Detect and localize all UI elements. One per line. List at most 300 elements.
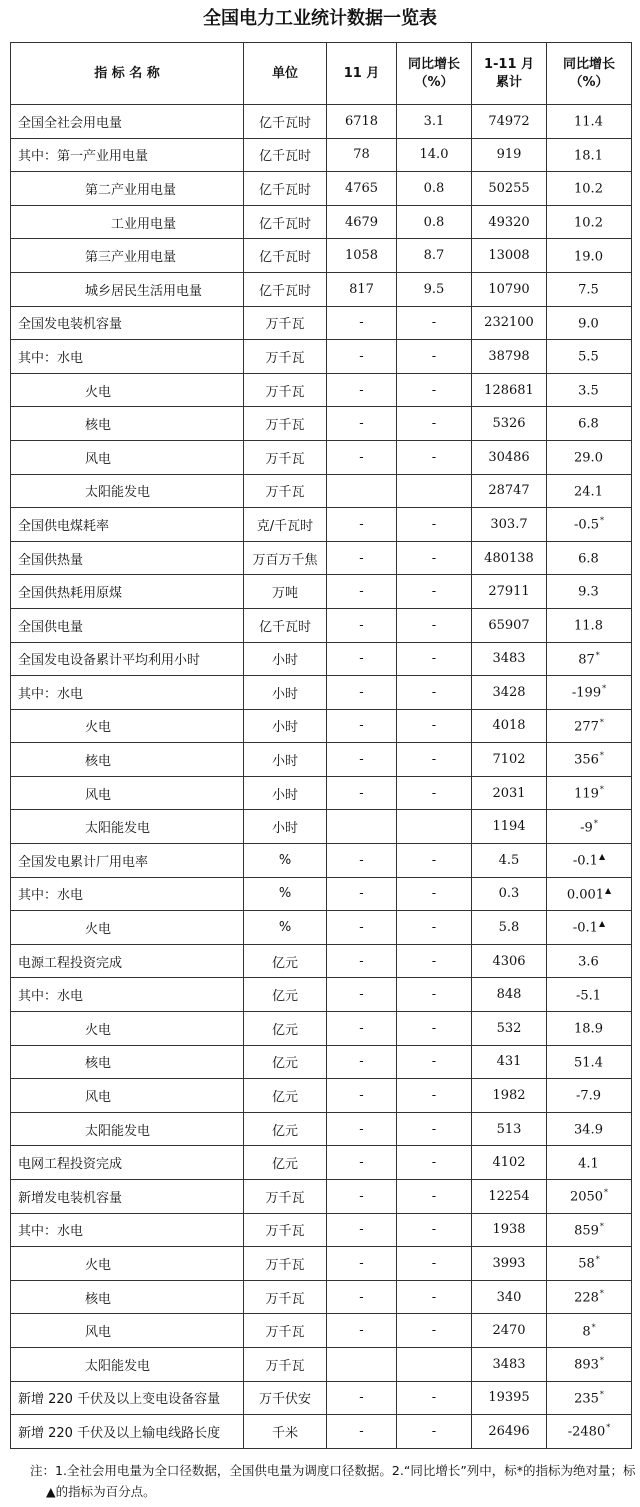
month-value-text: - [359,1390,364,1406]
month-value [327,1415,397,1449]
cumulative-yoy-value-text: -7.9 [575,1088,602,1104]
cumulative-value [472,306,547,340]
cumulative-value-text: 49320 [488,214,530,230]
month-yoy-value [397,944,472,978]
month-value [327,205,397,239]
indicator-name-text: 其中：水电 [18,989,84,1005]
table-row [11,172,632,206]
unit-cell [244,1280,327,1314]
month-value [327,138,397,172]
unit-cell-text: 万千瓦 [265,317,305,333]
indicator-name-text: 电网工程投资完成 [18,1157,123,1173]
month-value-text: - [359,1088,364,1104]
cumulative-yoy-value [547,1213,632,1247]
table-body [11,105,632,1449]
table-row [11,440,632,474]
unit-cell-text: 亿元 [271,1123,298,1139]
indicator-name [11,272,244,306]
month-value-text: - [359,1323,364,1339]
indicator-name-text: 新增 220 千伏及以上变电设备容量 [18,1392,221,1408]
cumulative-yoy-value [547,474,632,508]
cumulative-value-text: 919 [496,147,522,163]
cumulative-yoy-value-text: -9 [580,819,593,835]
indicator-name-text: 风电 [85,787,112,803]
month-yoy-value-text: - [431,1222,437,1238]
month-value [327,743,397,777]
indicator-name-text: 工业用电量 [111,216,177,232]
month-value [327,844,397,878]
month-value [327,642,397,676]
unit-cell [244,172,327,206]
indicator-name [11,407,244,441]
unit-cell [244,239,327,273]
unit-cell [244,205,327,239]
month-value [327,1381,397,1415]
cumulative-value-text: 128681 [484,382,534,398]
indicator-name-text: 全国全社会用电量 [18,115,123,131]
cumulative-yoy-value [547,1381,632,1415]
month-yoy-value [397,575,472,609]
table-row [11,272,632,306]
month-value-text: - [359,886,364,902]
cumulative-yoy-value-text: -199 [571,685,602,701]
indicator-name [11,776,244,810]
month-yoy-value [397,743,472,777]
unit-cell [244,1314,327,1348]
indicator-name [11,1347,244,1381]
indicator-name [11,575,244,609]
cumulative-value [472,1213,547,1247]
unit-cell-text: 亿千瓦时 [258,250,311,266]
footnote-marker: * [599,751,604,761]
cumulative-yoy-value [547,1045,632,1079]
header-cumulative-yoy-line2: （%） [569,74,609,90]
table-row [11,877,632,911]
month-value-text: - [359,1121,364,1137]
indicator-name-text: 第二产业用电量 [85,182,177,198]
cumulative-yoy-value [547,373,632,407]
indicator-name [11,676,244,710]
table-row [11,676,632,710]
cumulative-yoy-value [547,541,632,575]
month-value [327,105,397,139]
month-value-text: - [359,651,364,667]
unit-cell [244,1415,327,1449]
cumulative-yoy-value-text: 9.0 [578,316,599,332]
header-cumulative-yoy-line1: 同比增长 [562,56,615,72]
cumulative-value [472,743,547,777]
cumulative-yoy-value [547,306,632,340]
unit-cell [244,272,327,306]
indicator-name [11,340,244,374]
table-row [11,306,632,340]
indicator-name-text: 全国发电设备累计平均利用小时 [18,653,201,669]
unit-cell [244,642,327,676]
month-yoy-value-text: - [431,1255,437,1271]
unit-cell-text: % [278,852,292,868]
month-value [327,1045,397,1079]
cumulative-yoy-value-text: 6.8 [578,551,599,567]
month-value-text: - [359,382,364,398]
table-row [11,340,632,374]
cumulative-yoy-value-text: 51.4 [574,1055,603,1071]
table-row [11,508,632,542]
unit-cell-text: 亿千瓦时 [258,149,311,165]
cumulative-yoy-value [547,1012,632,1046]
cumulative-yoy-value [547,340,632,374]
month-value [327,1180,397,1214]
cumulative-value [472,1180,547,1214]
cumulative-value [472,1415,547,1449]
cumulative-value [472,575,547,609]
table-row [11,1045,632,1079]
table-row [11,844,632,878]
cumulative-value [472,1314,547,1348]
cumulative-value [472,608,547,642]
header-cumulative-line1: 1-11 月 [483,56,535,72]
cumulative-value-text: 65907 [488,617,530,633]
month-value-text: - [359,920,364,936]
cumulative-yoy-value [547,407,632,441]
cumulative-value [472,944,547,978]
unit-cell [244,1012,327,1046]
month-yoy-value-text: - [431,348,437,364]
month-yoy-value-text: - [431,987,437,1003]
header-month-yoy [397,43,472,105]
month-yoy-value [397,877,472,911]
month-value [327,272,397,306]
header-cumulative-line2: 累计 [495,74,522,90]
month-value [327,306,397,340]
footnote-marker: * [593,818,598,828]
month-value [327,1347,397,1381]
indicator-name-text: 全国供电量 [18,619,84,635]
unit-cell-text: 亿元 [271,1157,298,1173]
unit-cell [244,877,327,911]
month-value-text: - [359,1054,364,1070]
month-yoy-value-text: 8.7 [423,248,445,264]
cumulative-value-text: 2031 [492,785,526,801]
table-row [11,407,632,441]
cumulative-value [472,1079,547,1113]
unit-cell [244,1213,327,1247]
cumulative-value-text: 303.7 [490,516,528,532]
unit-cell [244,709,327,743]
month-yoy-value-text: - [431,1323,437,1339]
indicator-name [11,373,244,407]
month-yoy-value [397,1415,472,1449]
footnote-marker: ▲ [598,852,606,862]
month-yoy-value [397,978,472,1012]
cumulative-value-text: 431 [496,1054,522,1070]
cumulative-value [472,1381,547,1415]
unit-cell-text: 小时 [271,686,298,702]
unit-cell [244,474,327,508]
cumulative-value [472,709,547,743]
table-row [11,138,632,172]
month-yoy-value [397,105,472,139]
month-yoy-value [397,844,472,878]
cumulative-yoy-value-text: 0.001 [566,887,605,903]
cumulative-yoy-value-text: 3.6 [578,954,599,970]
month-value [327,1012,397,1046]
footnote-marker: * [602,684,607,694]
cumulative-value-text: 27911 [488,584,530,600]
unit-cell-text: 万千瓦 [265,1257,305,1273]
indicator-name [11,138,244,172]
unit-cell [244,911,327,945]
cumulative-yoy-value-text: 24.1 [574,483,603,499]
unit-cell-text: 小时 [271,754,298,770]
month-yoy-value [397,1347,472,1381]
table-row [11,1213,632,1247]
unit-cell-text: 亿千瓦时 [258,115,311,131]
cumulative-yoy-value [547,1280,632,1314]
month-yoy-value-text: - [431,1188,437,1204]
cumulative-value-text: 0.3 [498,886,520,902]
month-yoy-value-text: - [431,752,437,768]
cumulative-yoy-value [547,810,632,844]
month-yoy-value [397,306,472,340]
unit-cell [244,541,327,575]
month-value [327,1280,397,1314]
month-yoy-value [397,474,472,508]
cumulative-yoy-value-text: -0.1 [572,853,598,869]
cumulative-yoy-value [547,608,632,642]
month-yoy-value-text: - [431,382,437,398]
cumulative-value [472,1247,547,1281]
cumulative-yoy-value-text: 7.5 [578,282,599,298]
indicator-name-text: 电源工程投资完成 [18,955,123,971]
month-yoy-value-text: - [431,1121,437,1137]
month-value-text: - [359,550,364,566]
month-yoy-value [397,1247,472,1281]
cumulative-yoy-value-text: 11.4 [574,114,603,130]
table-row [11,1012,632,1046]
header-month-yoy-line2: （%） [414,74,454,90]
footnote-marker: ▲ [605,885,612,895]
indicator-name [11,306,244,340]
indicator-name [11,1079,244,1113]
indicator-name [11,1280,244,1314]
cumulative-value [472,776,547,810]
table-row [11,743,632,777]
cumulative-value-text: 232100 [484,315,534,331]
footnote-marker: * [604,1188,609,1198]
footnote-marker: * [595,1255,600,1265]
indicator-name [11,1012,244,1046]
cumulative-value-text: 13008 [488,248,530,264]
indicator-name-text: 其中：第一产业用电量 [18,149,149,165]
month-yoy-value [397,1213,472,1247]
table-row [11,1247,632,1281]
month-value [327,776,397,810]
unit-cell-text: 万千瓦 [265,1224,305,1240]
cumulative-value-text: 5.8 [498,920,520,936]
unit-cell [244,676,327,710]
footnote-marker: * [599,1356,604,1366]
cumulative-value-text: 12254 [488,1188,530,1204]
table-row [11,1381,632,1415]
cumulative-yoy-value [547,1247,632,1281]
table-row [11,205,632,239]
indicator-name-text: 火电 [85,1257,112,1273]
month-value [327,239,397,273]
cumulative-yoy-value [547,844,632,878]
unit-cell-text: 亿元 [271,1090,298,1106]
month-yoy-value [397,709,472,743]
month-value [327,440,397,474]
cumulative-yoy-value-text: 9.3 [578,584,599,600]
indicator-name-text: 新增发电装机容量 [18,1190,123,1206]
footnote-marker: * [599,1389,604,1399]
indicator-name-text: 全国供热量 [18,552,84,568]
month-value-text: 4679 [344,214,379,230]
footnote-marker: * [599,785,604,794]
month-value-text: - [359,718,364,734]
month-yoy-value-text: - [431,684,437,700]
table-row [11,1112,632,1146]
cumulative-value [472,373,547,407]
table-row [11,776,632,810]
month-yoy-value [397,138,472,172]
month-yoy-value [397,440,472,474]
month-value [327,407,397,441]
indicator-name-text: 太阳能发电 [85,1358,151,1374]
month-yoy-value [397,508,472,542]
unit-cell [244,1381,327,1415]
cumulative-value [472,474,547,508]
unit-cell-text: 万千瓦 [265,1358,305,1374]
unit-cell-text: 万千瓦 [265,1325,305,1341]
table-row [11,608,632,642]
footnote-marker: * [599,1221,604,1231]
indicator-name [11,172,244,206]
unit-cell [244,105,327,139]
month-yoy-value-text: - [431,1423,437,1439]
indicator-name-text: 其中：水电 [18,888,84,904]
indicator-name-text: 其中：水电 [18,350,84,366]
table-row [11,810,632,844]
table-header-row [11,43,632,105]
unit-cell [244,1146,327,1180]
cumulative-value-text: 340 [496,1289,522,1305]
indicator-name [11,978,244,1012]
cumulative-value [472,978,547,1012]
table-row [11,978,632,1012]
month-yoy-value-text: - [431,852,437,868]
indicator-name-text: 全国供热耗用原煤 [18,586,123,602]
cumulative-yoy-value-text: 4.1 [578,1155,599,1171]
month-value [327,709,397,743]
unit-cell-text: % [278,920,292,936]
header-cumulative-yoy [547,43,632,105]
indicator-name [11,844,244,878]
cumulative-yoy-value-text: 11.8 [574,618,603,634]
cumulative-value [472,105,547,139]
month-value-text: - [359,416,364,432]
header-indicator: 指 标 名 称 [11,43,244,105]
unit-cell-text: 万千瓦 [265,485,305,501]
indicator-name-text: 全国供电煤耗率 [18,518,110,534]
cumulative-yoy-value-text: 6.8 [578,416,599,432]
cumulative-value-text: 3483 [492,1356,526,1372]
indicator-name-text: 全国发电累计厂用电率 [18,854,149,870]
cumulative-yoy-value [547,105,632,139]
indicator-name [11,911,244,945]
indicator-name-text: 火电 [85,384,112,400]
cumulative-value-text: 74972 [488,113,530,129]
month-yoy-value [397,1280,472,1314]
month-yoy-value-text: - [431,920,437,936]
month-yoy-value-text: - [431,516,437,532]
cumulative-value [472,911,547,945]
unit-cell [244,306,327,340]
cumulative-value-text: 2470 [492,1323,526,1339]
cumulative-value-text: 38798 [488,348,530,364]
unit-cell [244,1247,327,1281]
table-row [11,1146,632,1180]
footnote-marker: * [599,717,604,727]
cumulative-value [472,1280,547,1314]
month-value [327,978,397,1012]
month-yoy-value [397,272,472,306]
month-yoy-value-text: - [431,550,437,566]
month-yoy-value-text: - [431,718,437,734]
indicator-name [11,709,244,743]
month-yoy-value [397,1012,472,1046]
cumulative-yoy-value-text: 18.9 [574,1021,603,1037]
indicator-name [11,1112,244,1146]
cumulative-yoy-value-text: -2480 [567,1424,606,1440]
month-yoy-value-text: - [431,1020,437,1036]
month-yoy-value [397,1112,472,1146]
month-value-text: - [359,449,364,465]
month-yoy-value-text: 0.8 [423,214,445,230]
month-yoy-value [397,340,472,374]
indicator-name-text: 火电 [85,1022,112,1038]
cumulative-value [472,1012,547,1046]
footnote: 注：1.全社会用电量为全口径数据，全国供电量为调度口径数据。2.“同比增长”列中，标*的指标为绝对量；标▲的指标为百分点。 [30,1463,636,1499]
indicator-name [11,877,244,911]
month-yoy-value [397,541,472,575]
cumulative-yoy-value [547,1112,632,1146]
cumulative-yoy-value-text: 19.0 [574,248,603,264]
cumulative-yoy-value-text: 119 [574,786,599,802]
month-value-text: - [359,953,364,969]
month-value [327,810,397,844]
month-value-text: - [359,1020,364,1036]
month-yoy-value [397,172,472,206]
header-unit: 单位 [244,43,327,105]
unit-cell-text: 亿元 [271,989,298,1005]
month-value-text: - [359,348,364,364]
statistics-table [10,42,632,1449]
cumulative-value-text: 3483 [492,651,526,667]
cumulative-yoy-value-text: 3.5 [578,383,599,399]
month-yoy-value-text: - [431,449,437,465]
cumulative-yoy-value [547,776,632,810]
month-value-text: 78 [353,147,370,163]
indicator-name [11,205,244,239]
cumulative-value [472,1146,547,1180]
indicator-name-text: 风电 [85,1325,112,1341]
unit-cell [244,138,327,172]
month-value [327,1213,397,1247]
cumulative-value-text: 4.5 [498,852,520,868]
cumulative-yoy-value [547,978,632,1012]
unit-cell-text: 亿元 [271,1056,298,1072]
